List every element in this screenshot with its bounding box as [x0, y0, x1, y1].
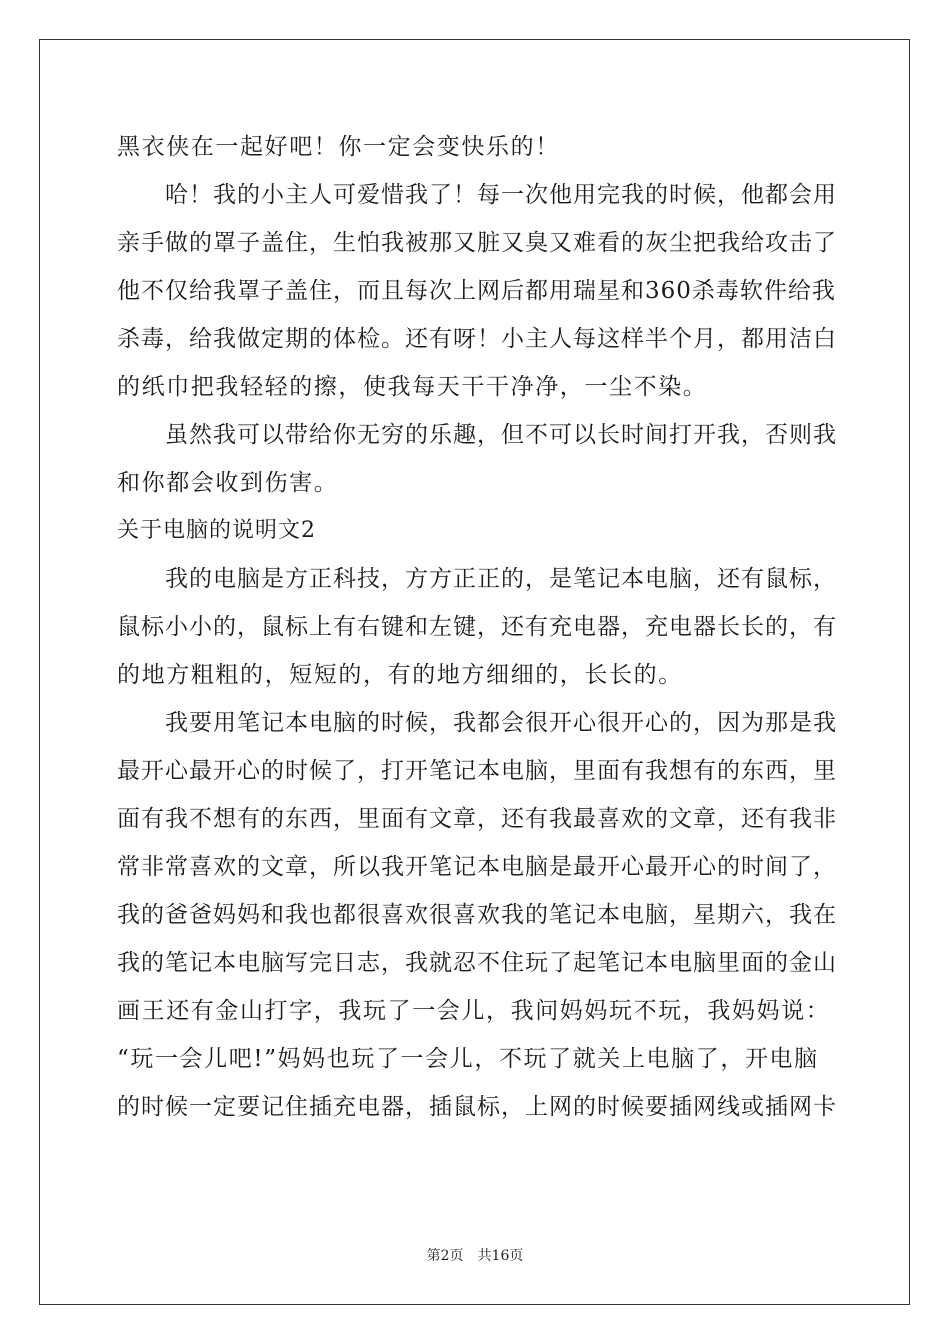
page-footer: [0, 1245, 950, 1265]
page-number: 第2页: [426, 1248, 464, 1264]
text-line-5: 杀毒，给我做定期的体检。还有呀！小主人每这样半个月，都用洁白: [117, 326, 837, 352]
text-line-2: 哈！我的小主人可爱惜我了！每一次他用完我的时候，他都会用: [165, 182, 837, 208]
text-line-1: 黑衣侠在一起好吧！你一定会变快乐的！: [117, 134, 560, 160]
text-line-13: 我要用笔记本电脑的时候，我都会很开心很开心的，因为那是我: [165, 710, 837, 736]
page-total: 共16页: [477, 1248, 524, 1264]
text-line-19: 画王还有金山打字，我玩了一会儿，我问妈妈玩不玩，我妈妈说：: [117, 998, 831, 1024]
text-line-4: 他不仅给我罩子盖住，而且每次上网后都用瑞星和360杀毒软件给我: [117, 278, 836, 304]
text-line-14: 最开心最开心的时候了，打开笔记本电脑，里面有我想有的东西，里: [117, 758, 837, 784]
text-line-21: 的时候一定要记住插充电器，插鼠标，上网的时候要插网线或插网卡: [117, 1094, 837, 1120]
text-line-8: 和你都会收到伤害。: [117, 470, 339, 496]
text-line-15: 面有我不想有的东西，里面有文章，还有我最喜欢的文章，还有我非: [117, 806, 837, 832]
section-heading: 关于电脑的说明文2: [117, 518, 316, 543]
text-line-17: 我的爸爸妈妈和我也都很喜欢很喜欢我的笔记本电脑，星期六，我在: [117, 902, 837, 928]
document-body: [117, 123, 837, 1131]
text-line-10: 我的电脑是方正科技，方方正正的，是笔记本电脑，还有鼠标，: [165, 566, 837, 592]
text-line-6: 的纸巾把我轻轻的擦，使我每天干干净净，一尘不染。: [117, 374, 708, 400]
text-line-18: 我的笔记本电脑写完日志，我就忍不住玩了起笔记本电脑里面的金山: [117, 950, 837, 976]
text-line-7: 虽然我可以带给你无穷的乐趣，但不可以长时间打开我，否则我: [165, 422, 837, 448]
text-line-3: 亲手做的罩子盖住，生怕我被那又脏又臭又难看的灰尘把我给攻击了: [117, 230, 837, 256]
text-line-16: 常非常喜欢的文章，所以我开笔记本电脑是最开心最开心的时间了，: [117, 854, 837, 880]
text-line-12: 的地方粗粗的，短短的，有的地方细细的，长长的。: [117, 662, 683, 688]
text-line-11: 鼠标小小的，鼠标上有右键和左键，还有充电器，充电器长长的，有: [117, 614, 837, 640]
text-line-20: “玩一会儿吧!”妈妈也玩了一会儿，不玩了就关上电脑了，开电脑: [117, 1046, 819, 1072]
